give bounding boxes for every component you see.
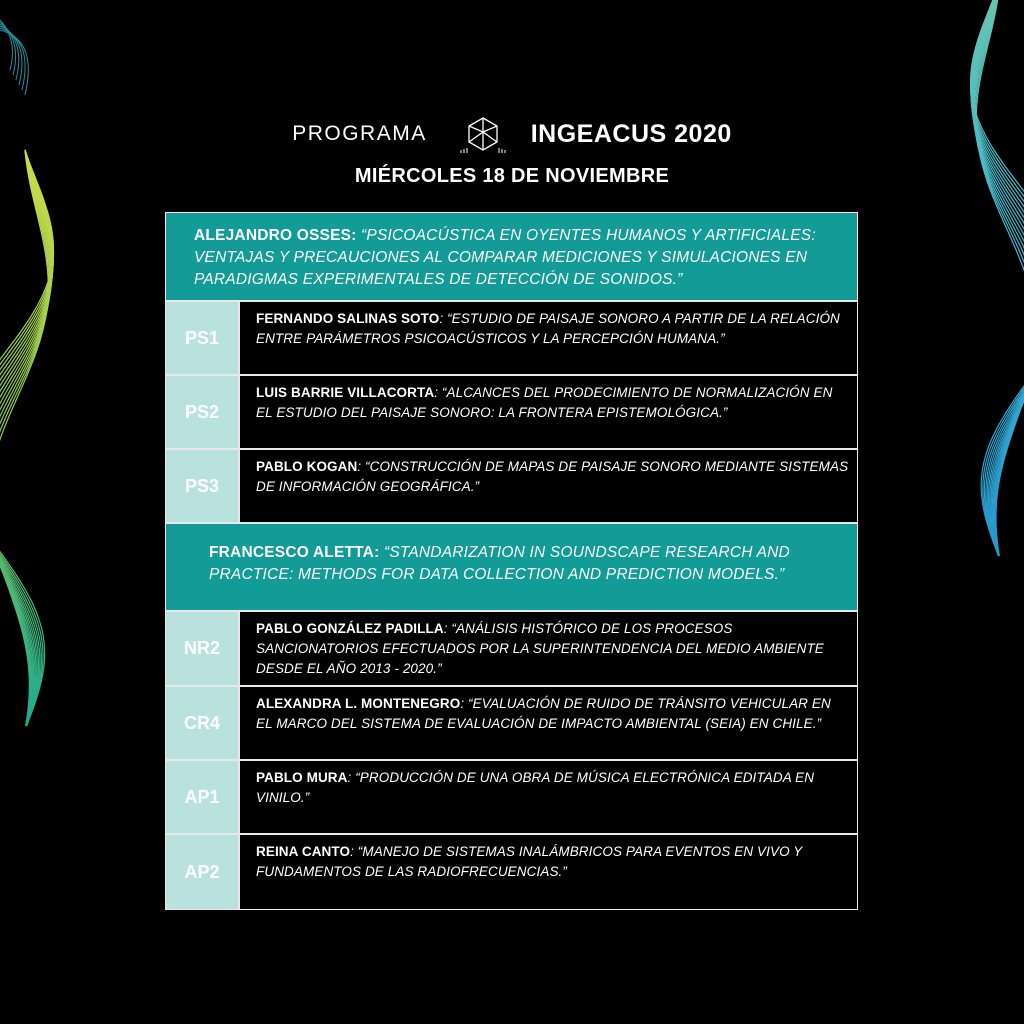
talk-details: [240, 302, 857, 374]
keynote-speaker: FRANCESCO ALETTA:: [209, 544, 380, 561]
talk-code: PS2: [166, 376, 240, 448]
top-left-wave-lines: [0, 20, 28, 95]
talk-speaker: PABLO KOGAN: [256, 459, 358, 474]
talk-title: : “ANÁLISIS HISTÓRICO DE LOS PROCESOS SANCIONATORIOS EFECTUADOS POR LA SUPERINTENDENCIA DEL MEDIO AMBIENTE DESDE EL AÑO 2013 - 2020.”: [256, 621, 824, 676]
talk-title: : “MANEJO DE SISTEMAS INALÁMBRICOS PARA EVENTOS EN VIVO Y FUNDAMENTOS DE LAS RADIOFRECUENCIAS.”: [256, 844, 803, 879]
talk-row: [166, 612, 857, 687]
talk-title: : “ESTUDIO DE PAISAJE SONORO A PARTIR DE LA RELACIÓN ENTRE PARÁMETROS PSICOACÚSTICOS Y LA PERCEPCIÓN HUMANA.”: [256, 311, 840, 346]
schedule-table: [165, 212, 858, 910]
polyhedron-logo-icon: [457, 114, 509, 154]
talk-speaker: PABLO MURA: [256, 770, 348, 785]
talk-row: [166, 450, 857, 524]
program-header: [0, 116, 1024, 152]
talk-title: : “EVALUACIÓN DE RUIDO DE TRÁNSITO VEHICULAR EN EL MARCO DEL SISTEMA DE EVALUACIÓN DE IMPACTO AMBIENTAL (SEIA) EN CHILE.”: [256, 696, 831, 731]
talk-details: [240, 450, 857, 522]
talk-title: : “PRODUCCIÓN DE UNA OBRA DE MÚSICA ELECTRÓNICA EDITADA EN VINILO.”: [256, 770, 815, 805]
talk-title: : “CONSTRUCCIÓN DE MAPAS DE PAISAJE SONORO MEDIANTE SISTEMAS DE INFORMACIÓN GEOGRÁFICA.”: [256, 459, 849, 494]
talk-details: [240, 687, 857, 759]
keynote-title: “PSICOACÚSTICA EN OYENTES HUMANOS Y ARTIFICIALES: VENTAJAS Y PRECAUCIONES AL COMPARAR MEDICIONES Y SIMULACIONES EN PARADIGMAS EXPERIMENTALES DE DETECCIÓN DE SONIDOS.”: [194, 227, 816, 288]
keynote-banner: [166, 524, 857, 612]
talk-details: [240, 376, 857, 448]
keynote-speaker: ALEJANDRO OSSES:: [194, 227, 357, 244]
talk-row: [166, 761, 857, 835]
talk-code: CR4: [166, 687, 240, 759]
talk-code: NR2: [166, 612, 240, 685]
talk-speaker: PABLO GONZÁLEZ PADILLA: [256, 621, 444, 636]
talk-details: [240, 612, 857, 685]
keynote-title: “STANDARIZATION IN SOUNDSCAPE RESEARCH AND PRACTICE: METHODS FOR DATA COLLECTION AND PREDICTION MODELS.”: [209, 544, 790, 583]
program-label: PROGRAMA: [292, 122, 427, 145]
right-wave-lines: [971, 0, 1024, 556]
event-brand: INGEACUS 2020: [530, 119, 732, 148]
wave-line: [0, 150, 48, 726]
talk-title: : “ALCANCES DEL PRODECIMIENTO DE NORMALIZACIÓN EN EL ESTUDIO DEL PAISAJE SONORO: LA FRONTERA EPISTEMOLÓGICA.”: [256, 385, 833, 420]
talk-row: [166, 376, 857, 450]
event-date: MIÉRCOLES 18 DE NOVIEMBRE: [354, 165, 670, 187]
talk-speaker: ALEXANDRA L. MONTENEGRO: [256, 696, 461, 711]
talk-speaker: REINA CANTO: [256, 844, 351, 859]
talk-row: [166, 835, 857, 909]
talk-code: PS3: [166, 450, 240, 522]
talk-code: PS1: [166, 302, 240, 374]
talk-speaker: FERNANDO SALINAS SOTO: [256, 311, 440, 326]
talk-row: [166, 302, 857, 376]
talk-code: AP2: [166, 835, 240, 909]
talk-details: [240, 835, 857, 909]
left-wave-lines: [0, 150, 54, 726]
talk-details: [240, 761, 857, 833]
keynote-banner: [166, 213, 857, 302]
talk-speaker: LUIS BARRIE VILLACORTA: [256, 385, 435, 400]
talk-row: [166, 687, 857, 761]
talk-code: AP1: [166, 761, 240, 833]
